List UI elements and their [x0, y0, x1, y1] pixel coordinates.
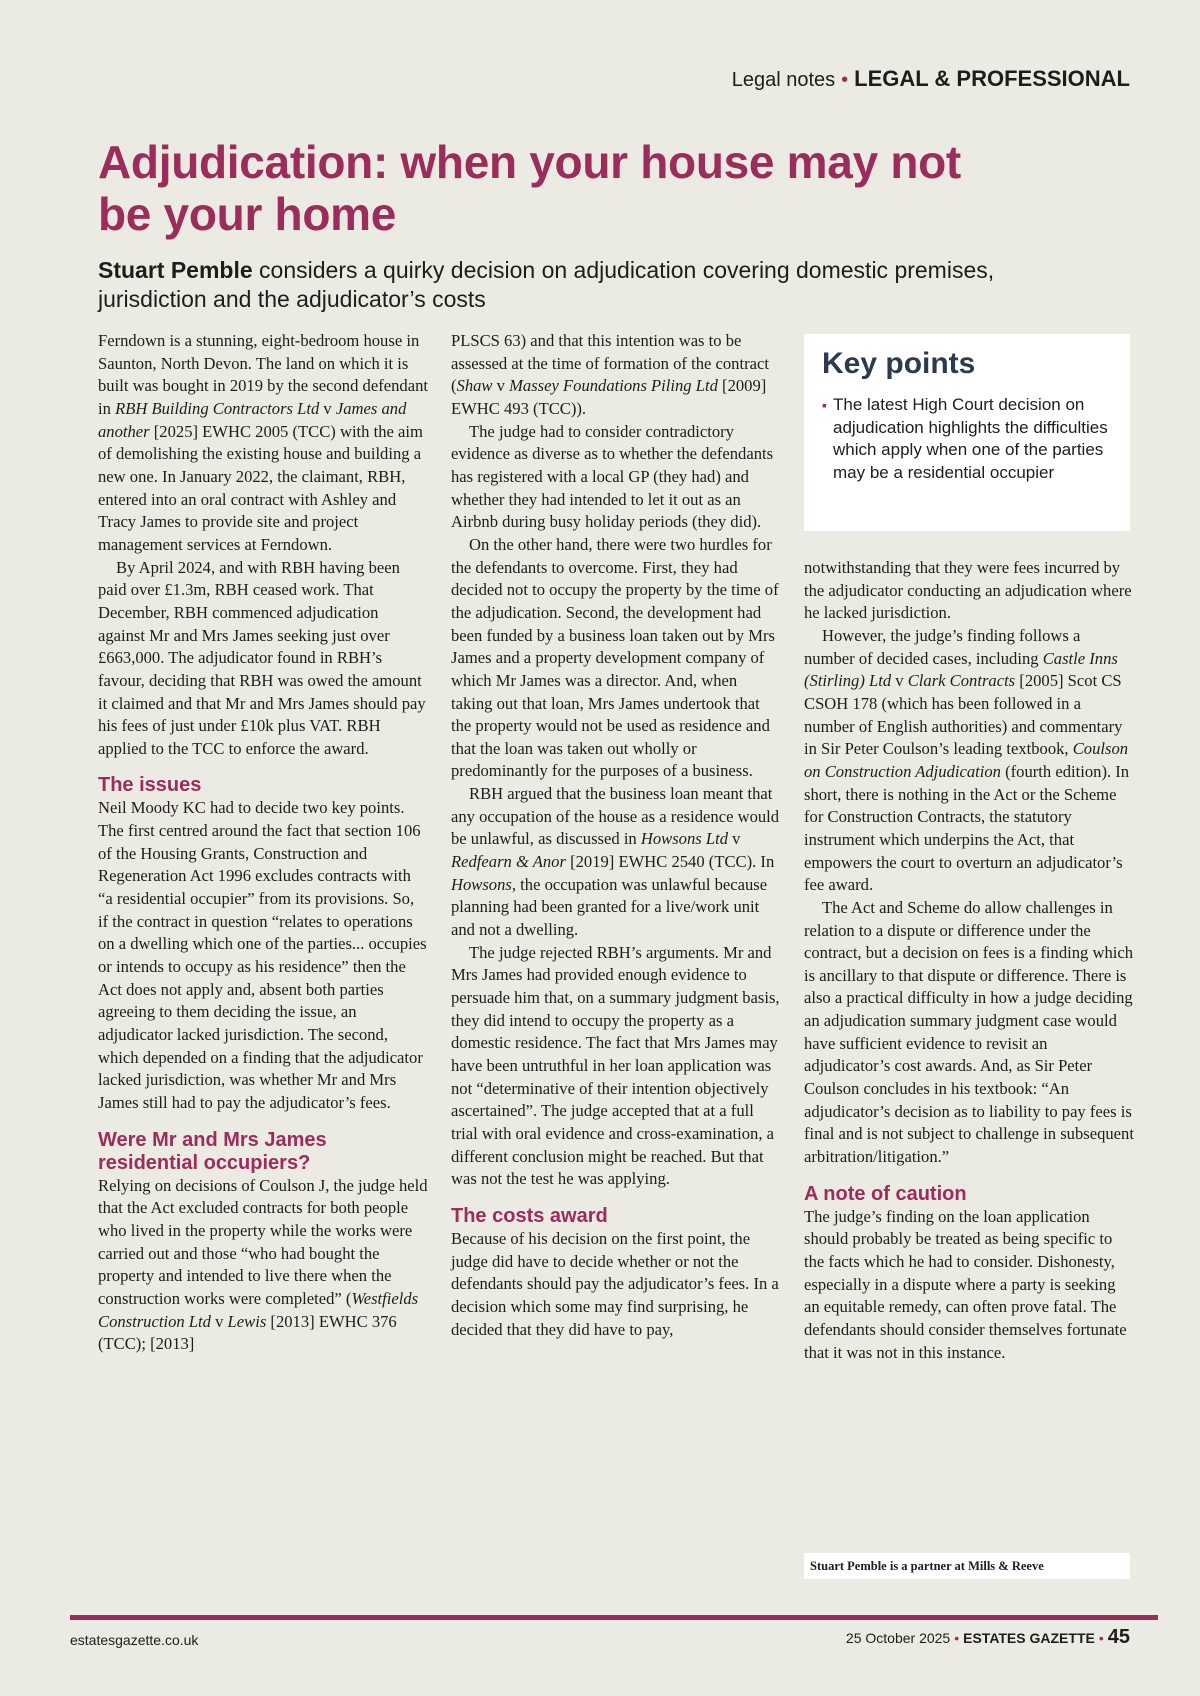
- body-paragraph: Neil Moody KC had to decide two key points. The first centred around the fact that section 106 of the Housing Grants, Construction and Regeneration Act 1996 excludes contracts with “a residential occupier” from its provisions. So, if the contract in question “relates to operations on a dwelling which one of the parties... occupies or intends to occupy as his residence” then the Act does not apply and, absent both parties agreeing to them deciding the issue, an adjudicator lacked jurisdiction. The second, which depended on a finding that the adjudicator lacked jurisdiction, was whether Mr and Mrs James still had to pay the adjudicator’s fees.: [98, 798, 427, 1112]
- body-paragraph: The Act and Scheme do allow challenges in relation to a dispute or difference under the contract, but a decision on fees is a finding which is ancillary to that dispute or difference. There is also a practical difficulty in how a judge deciding an adjudication summary judgment case would have sufficient evidence to revisit an adjudicator’s cost awards. And, as Sir Peter Coulson concludes in his textbook: “An adjudicator’s decision as to liability to pay fees is final and is not subject to challenge in subsequent arbitration/litigation.”: [804, 897, 1134, 1167]
- article-column-2: [451, 330, 781, 1341]
- section-header: [732, 66, 1130, 92]
- body-paragraph: However, the judge’s finding follows a number of decided cases, including Castle Inns (Stirling) Ltd v Clark Contracts [2005] Scot CS CSOH 178 (which has been followed in a number of English authorities) and commentary in Sir Peter Coulson’s leading textbook, Coulson on Construction Adjudication (fourth edition). In short, there is nothing in the Act or the Scheme for Construction Contracts, the statutory instrument which underpins the Act, that empowers the court to overturn an adjudicator’s fee award.: [804, 625, 1130, 895]
- footer-rule: [70, 1615, 1158, 1620]
- key-points-list: [822, 394, 1112, 484]
- standfirst: [98, 256, 1108, 314]
- body-paragraph: PLSCS 63) and that this intention was to be assessed at the time of formation of the contract (Shaw v Massey Foundations Piling Ltd [2009] EWHC 493 (TCC)).: [451, 331, 769, 418]
- section-heading: The costs award: [451, 1204, 608, 1227]
- key-point-text: The latest High Court decision on adjudication highlights the difficulties which apply when one of the parties may be a residential occupier: [833, 395, 1108, 482]
- body-paragraph: RBH argued that the business loan meant that any occupation of the house as a residence would be unlawful, as discussed in Howsons Ltd v Redfearn & Anor [2019] EWHC 2540 (TCC). In Howsons, the occupation was unlawful because planning had been granted for a live/work unit and not a dwelling.: [451, 784, 780, 940]
- body-paragraph: The judge rejected RBH’s arguments. Mr and Mrs James had provided enough evidence to persuade him that, on a summary judgment basis, they did intend to occupy the property as a domestic residence. The fact that Mrs James may have been untruthful in her loan application was not “determinative of their intention objectively ascertained”. The judge accepted that at a full trial with oral evidence and cross-examination, a different conclusion might be reached. But that was not the test he was applying.: [451, 942, 780, 1189]
- body-paragraph: Because of his decision on the first point, the judge did have to decide whether or not the defendants should pay the adjudicator’s fees. In a decision which some may find surprising, he decided that they did have to pay,: [451, 1228, 779, 1339]
- body-paragraph: The judge’s finding on the loan application should probably be treated as being specific to the facts which he had to consider. Dishonesty, especially in a dispute where a party is seeking an equitable remedy, can often prove fatal. The defendants should consider themselves fortunate that it was not in this instance.: [804, 1206, 1127, 1362]
- body-paragraph: The judge had to consider contradictory evidence as diverse as to whether the defendants has registered with a local GP (they had) and whether they had intended to let it out as an Airbnb during busy holiday periods (they did).: [451, 421, 774, 532]
- body-paragraph: Ferndown is a stunning, eight-bedroom house in Saunton, North Devon. The land on which it is built was bought in 2019 by the second defendant in RBH Building Contractors Ltd v James and another [2025] EWHC 2005 (TCC) with the aim of demolishing the existing house and building a new one. In January 2022, the claimant, RBH, entered into an oral contract with Ashley and Tracy James to provide site and project management services at Ferndown.: [98, 331, 428, 554]
- article-column-3: [804, 557, 1134, 1364]
- body-paragraph: notwithstanding that they were fees incurred by the adjudicator conducting an adjudication where he lacked jurisdiction.: [804, 558, 1132, 623]
- page-number: 45: [1107, 1626, 1130, 1648]
- key-points-box: [804, 334, 1130, 531]
- footer-website: estatesgazette.co.uk: [70, 1632, 199, 1648]
- article-title: Adjudication: when your house may not be your home: [98, 136, 961, 240]
- author-name: Stuart Pemble: [98, 257, 253, 283]
- key-points-title: Key points: [822, 347, 976, 380]
- separator-dot-icon: •: [954, 1630, 960, 1646]
- separator-dot-icon: •: [841, 69, 849, 91]
- section-heading: The issues: [98, 774, 202, 797]
- author-bio: Stuart Pemble is a partner at Mills & Reeve: [804, 1553, 1130, 1579]
- footer-publication: ESTATES GAZETTE: [963, 1630, 1095, 1646]
- category-label: LEGAL & PROFESSIONAL: [854, 66, 1130, 91]
- separator-dot-icon: •: [1098, 1630, 1104, 1646]
- article-column-1: [98, 330, 428, 1356]
- footer-info: [846, 1626, 1130, 1649]
- section-heading: Were Mr and Mrs James residential occupiers?: [98, 1128, 327, 1174]
- body-paragraph: On the other hand, there were two hurdles for the defendants to overcome. First, they had decided not to occupy the property by the time of the adjudication. Second, the development had been funded by a business loan taken out by Mrs James and a property development company of which Mr James was a director. And, when taking out that loan, Mrs James undertook that the property would not be used as residence and that the loan was taken out wholly or predominantly for the purposes of a business.: [451, 534, 779, 781]
- section-heading: A note of caution: [804, 1182, 967, 1205]
- body-paragraph: Relying on decisions of Coulson J, the judge held that the Act excluded contracts for both people who lived in the property while the works were carried out and those “who had bought the property and intended to live there when the construction works were completed” (Westfields Construction Ltd v Lewis [2013] EWHC 376 (TCC); [2013]: [98, 1175, 428, 1354]
- bullet-icon: ▪: [822, 397, 827, 413]
- body-paragraph: By April 2024, and with RBH having been paid over £1.3m, RBH ceased work. That December, RBH commenced adjudication against Mr and Mrs James seeking just over £663,000. The adjudicator found in RBH’s favour, deciding that RBH was owed the amount it claimed and that Mr and Mrs James should pay his fees of just under £10k plus VAT. RBH applied to the TCC to enforce the award.: [98, 557, 426, 758]
- standfirst-text: considers a quirky decision on adjudication covering domestic premises, jurisdiction and the adjudicator’s costs: [98, 257, 995, 312]
- footer-date: 25 October 2025: [845, 1630, 951, 1646]
- key-point-item: [822, 394, 1112, 484]
- section-label: Legal notes: [731, 69, 836, 91]
